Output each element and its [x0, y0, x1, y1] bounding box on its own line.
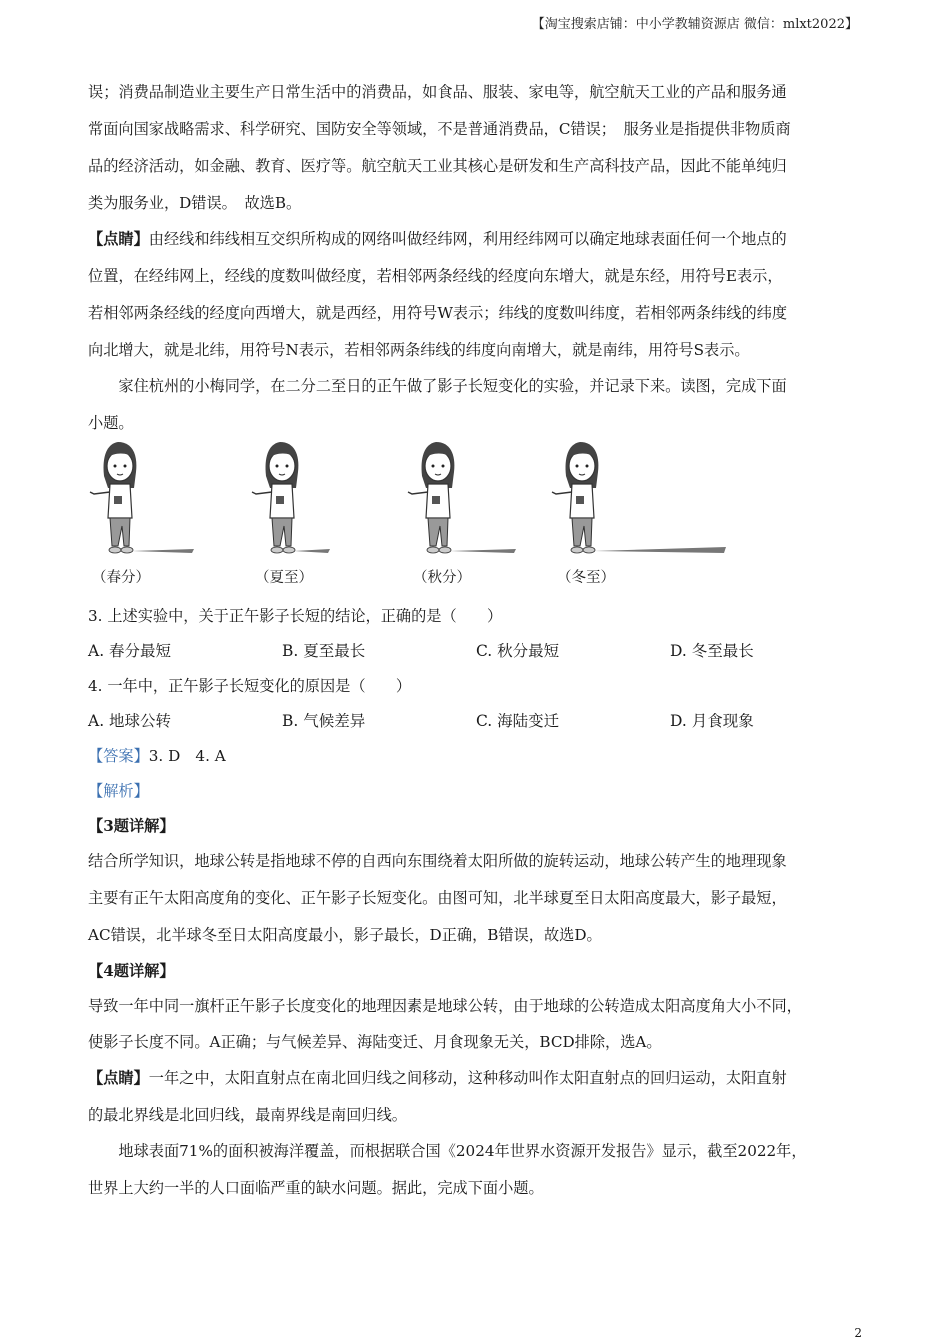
text-line: 类为服务业，D错误。 故选B。: [88, 194, 302, 212]
q3-option-b: B. 夏至最长: [282, 642, 366, 660]
text-line: 位置，在经纬网上，经线的度数叫做经度，若相邻两条经线的经度向东增大，就是东经，用符号E表示，: [88, 267, 783, 285]
q3-detail-tag: 【3题详解】: [88, 817, 175, 835]
q3-option-d: D. 冬至最长: [670, 642, 754, 660]
caption-winter-solstice: （冬至）: [557, 570, 615, 586]
caption-spring-equinox: （春分）: [92, 570, 150, 586]
girl-spring-equinox: [90, 442, 194, 553]
q4-option-d: D. 月食现象: [670, 712, 754, 730]
girl-winter-solstice: [552, 442, 726, 553]
page-number: 2: [854, 1326, 862, 1340]
page-header: 【淘宝搜索店铺：中小学教辅资源店 微信：mlxt2022】: [531, 17, 858, 32]
intro-line: 世界上大约一半的人口面临严重的缺水问题。据此，完成下面小题。: [88, 1179, 544, 1197]
intro-line: 家住杭州的小梅同学，在二分二至日的正午做了影子长短变化的实验，并记录下来。读图，完成下面: [88, 377, 787, 395]
caption-summer-solstice: （夏至）: [255, 570, 313, 586]
girl-autumn-equinox: [408, 442, 516, 553]
text-line: 结合所学知识，地球公转是指地球不停的自西向东围绕着太阳所做的旋转运动，地球公转产生的地理现象: [88, 852, 787, 870]
dianjing-tag: 【点睛】: [88, 1069, 149, 1087]
answer-line: 【答案】3. D 4. A: [88, 747, 226, 765]
question-3-stem: 3. 上述实验中，关于正午影子长短的结论，正确的是（ ）: [88, 607, 503, 625]
text-line: 品的经济活动，如金融、教育、医疗等。航空航天工业其核心是研发和生产高科技产品，因此不能单纯归: [88, 157, 787, 175]
text-line: 的最北界线是北回归线，最南界线是南回归线。: [88, 1106, 407, 1124]
girl-summer-solstice: [252, 442, 330, 553]
text-line: 主要有正午太阳高度角的变化、正午影子长短变化。由图可知，北半球夏至日太阳高度最大，影子最短，: [88, 889, 787, 907]
question-4-stem: 4. 一年中，正午影子长短变化的原因是（ ）: [88, 677, 412, 695]
text-line: 导致一年中同一旗杆正午影子长度变化的地理因素是地球公转，由于地球的公转造成太阳高度角大小不同，: [88, 997, 802, 1015]
answer-tag: 【答案】: [88, 747, 149, 765]
q4-option-b: B. 气候差异: [282, 712, 366, 730]
analysis-tag: 【解析】: [88, 782, 149, 800]
text-line: 误；消费品制造业主要生产日常生活中的消费品，如食品、服装、家电等，航空航天工业的产品和服务通: [88, 83, 787, 101]
text-line: 向北增大，就是北纬，用符号N表示，若相邻两条纬线的纬度向南增大，就是南纬，用符号S表示。: [88, 341, 750, 359]
q3-option-a: A. 春分最短: [88, 642, 172, 660]
intro-line: 地球表面71%的面积被海洋覆盖，而根据联合国《2024年世界水资源开发报告》显示，截至2022年，: [88, 1142, 807, 1160]
text-line: 若相邻两条经线的经度向西增大，就是西经，用符号W表示；纬线的度数叫纬度，若相邻两条纬线的纬度: [88, 304, 788, 322]
dianjing-tag: 【点睛】: [88, 230, 149, 248]
text-line: 使影子长度不同。A正确；与气候差异、海陆变迁、月食现象无关，BCD排除，选A。: [88, 1033, 662, 1051]
q3-option-c: C. 秋分最短: [476, 642, 560, 660]
q4-option-a: A. 地球公转: [88, 712, 172, 730]
text-line: 常面向国家战略需求、科学研究、国防安全等领域，不是普通消费品，C错误； 服务业是指提供非物质商: [88, 120, 791, 138]
q4-option-c: C. 海陆变迁: [476, 712, 560, 730]
q4-detail-tag: 【4题详解】: [88, 962, 175, 980]
shadow-experiment-figure: [84, 436, 744, 562]
caption-autumn-equinox: （秋分）: [413, 570, 471, 586]
text-line: AC错误，北半球冬至日太阳高度最小，影子最长，D正确，B错误，故选D。: [88, 926, 602, 944]
dianjing-2: 【点睛】一年之中，太阳直射点在南北回归线之间移动，这种移动叫作太阳直射点的回归运动，太阳直射: [88, 1069, 787, 1087]
intro-line: 小题。: [88, 414, 134, 432]
dianjing-1: 【点睛】由经线和纬线相互交织所构成的网络叫做经纬网，利用经纬网可以确定地球表面任何一个地点的: [88, 230, 787, 248]
